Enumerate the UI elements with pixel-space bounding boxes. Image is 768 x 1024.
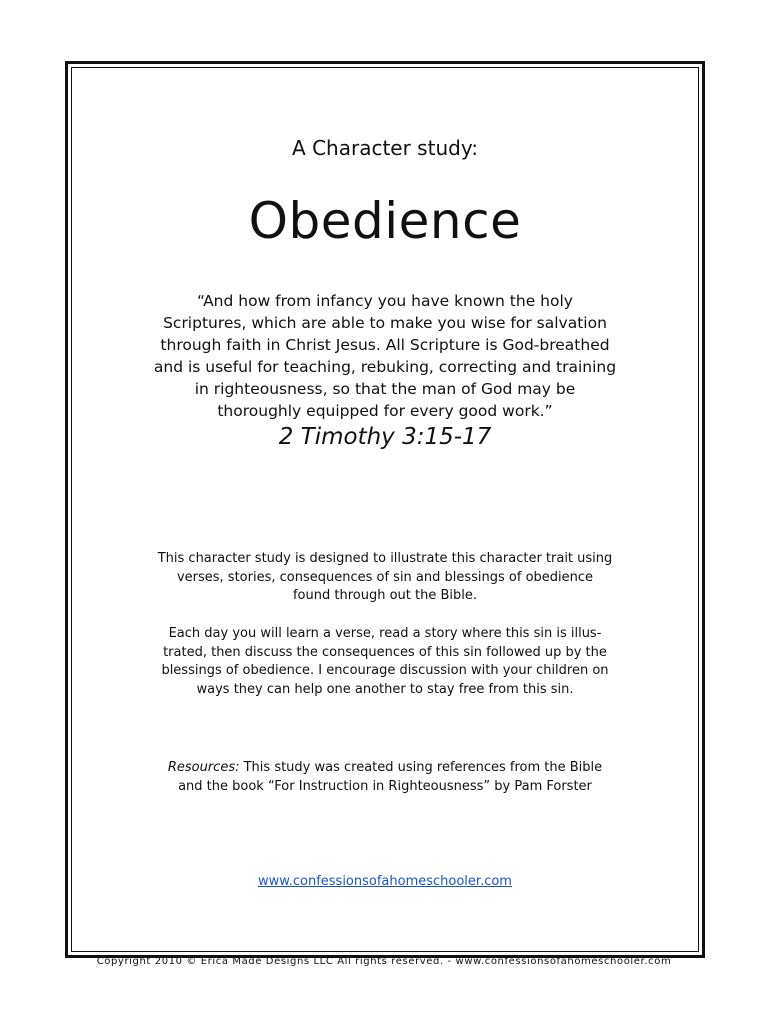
resources-text: This study was created using references from the Bible	[239, 760, 603, 775]
quote-line: through faith in Christ Jesus. All Scripture is God-breathed	[160, 336, 610, 354]
quote-line: in righteousness, so that the man of God may be	[194, 380, 576, 398]
website-link-row	[68, 874, 702, 889]
daily-line: blessings of obedience. I encourage discussion with your children on	[161, 663, 609, 678]
intro-line: found through out the Bible.	[292, 588, 478, 603]
page-title: Obedience	[248, 192, 522, 250]
page-border	[65, 61, 705, 958]
intro-line: verses, stories, consequences of sin and blessings of obedience	[176, 569, 594, 585]
resources-line: and the book “For Instruction in Righteousness” by Pam Forster	[178, 778, 592, 794]
daily-paragraph	[118, 625, 652, 699]
cover-content	[68, 64, 702, 955]
intro-line: This character study is designed to illustrate this character trait using	[157, 551, 613, 566]
scripture-reference: 2 Timothy 3:15-17	[278, 424, 492, 450]
quote-line: “And how from infancy you have known the holy	[197, 292, 573, 310]
quote-line: Scriptures, which are able to make you wise for salvation	[163, 314, 607, 332]
copyright-footer: Copyright 2010 © Erica Made Designs LLC All rights reserved. - www.confessionsofahomeschooler.com	[96, 956, 672, 967]
scripture-quote	[118, 290, 652, 422]
website-link[interactable]: www.confessionsofahomeschooler.com	[258, 874, 512, 889]
intro-paragraph	[118, 550, 652, 606]
resources-paragraph	[118, 759, 652, 796]
daily-line: trated, then discuss the consequences of this sin followed up by the	[163, 644, 607, 660]
daily-line: ways they can help one another to stay free from this sin.	[196, 681, 574, 697]
page-subtitle: A Character study:	[292, 136, 478, 160]
daily-line: Each day you will learn a verse, read a story where this sin is illus-	[168, 626, 602, 641]
quote-line: thoroughly equipped for every good work.”	[217, 402, 553, 420]
resources-label: Resources:	[167, 760, 240, 775]
resources-line	[118, 759, 652, 778]
quote-line: and is useful for teaching, rebuking, correcting and training	[153, 358, 617, 376]
